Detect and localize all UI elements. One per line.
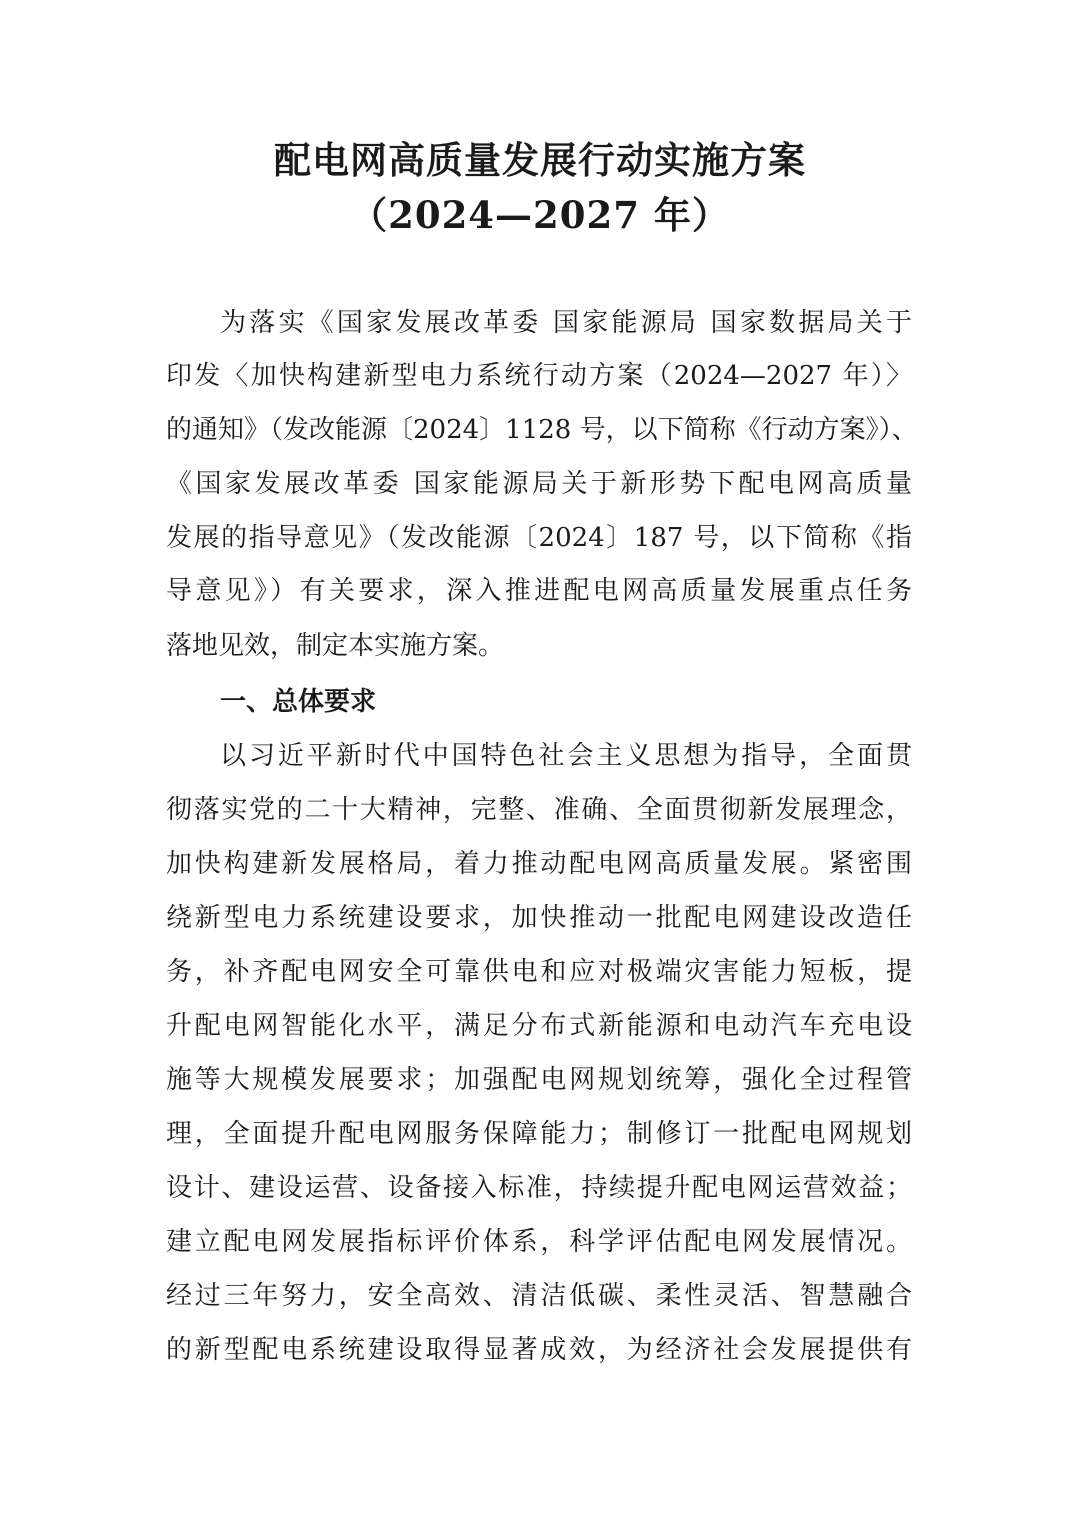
paragraph-line: 设计、建设运营、设备接入标准，持续提升配电网运营效益； (166, 1173, 912, 1203)
paragraph-line: 施等大规模发展要求；加强配电网规划统筹，强化全过程管 (166, 1065, 912, 1095)
document-subtitle: （2024—2027 年） (350, 193, 730, 237)
paragraph-line: 以习近平新时代中国特色社会主义思想为指导，全面贯 (220, 741, 912, 771)
paragraph-line: 彻落实党的二十大精神，完整、准确、全面贯彻新发展理念， (166, 795, 912, 825)
paragraph-line: 绕新型电力系统建设要求，加快推动一批配电网建设改造任 (166, 903, 912, 933)
paragraph-line: 印发〈加快构建新型电力系统行动方案（2024—2027 年）〉 (166, 361, 912, 391)
paragraph-line: 落地见效，制定本实施方案。 (166, 631, 505, 661)
paragraph-line: 加快构建新发展格局，着力推动配电网高质量发展。紧密围 (166, 849, 912, 879)
paragraph-line: 务，补齐配电网安全可靠供电和应对极端灾害能力短板，提 (166, 957, 912, 987)
paragraph-line: 《国家发展改革委 国家能源局关于新形势下配电网高质量 (166, 469, 912, 499)
paragraph-line: 为落实《国家发展改革委 国家能源局 国家数据局关于 (220, 308, 912, 338)
paragraph-line: 建立配电网发展指标评价体系，科学评估配电网发展情况。 (166, 1227, 912, 1257)
paragraph-line: 发展的指导意见》（发改能源〔2024〕187 号，以下简称《指 (166, 523, 912, 553)
paragraph-line: 的新型配电系统建设取得显著成效，为经济社会发展提供有 (166, 1335, 912, 1365)
document-title: 配电网高质量发展行动实施方案 (274, 138, 806, 182)
paragraph-line: 升配电网智能化水平，满足分布式新能源和电动汽车充电设 (166, 1011, 912, 1041)
paragraph-line: 导意见》）有关要求，深入推进配电网高质量发展重点任务 (166, 576, 912, 606)
paragraph-line: 理，全面提升配电网服务保障能力；制修订一批配电网规划 (166, 1119, 912, 1149)
section-heading: 一、总体要求 (220, 687, 377, 717)
paragraph-line: 的通知》（发改能源〔2024〕1128 号，以下简称《行动方案》）、 (166, 415, 918, 445)
paragraph-line: 经过三年努力，安全高效、清洁低碳、柔性灵活、智慧融合 (166, 1281, 912, 1311)
